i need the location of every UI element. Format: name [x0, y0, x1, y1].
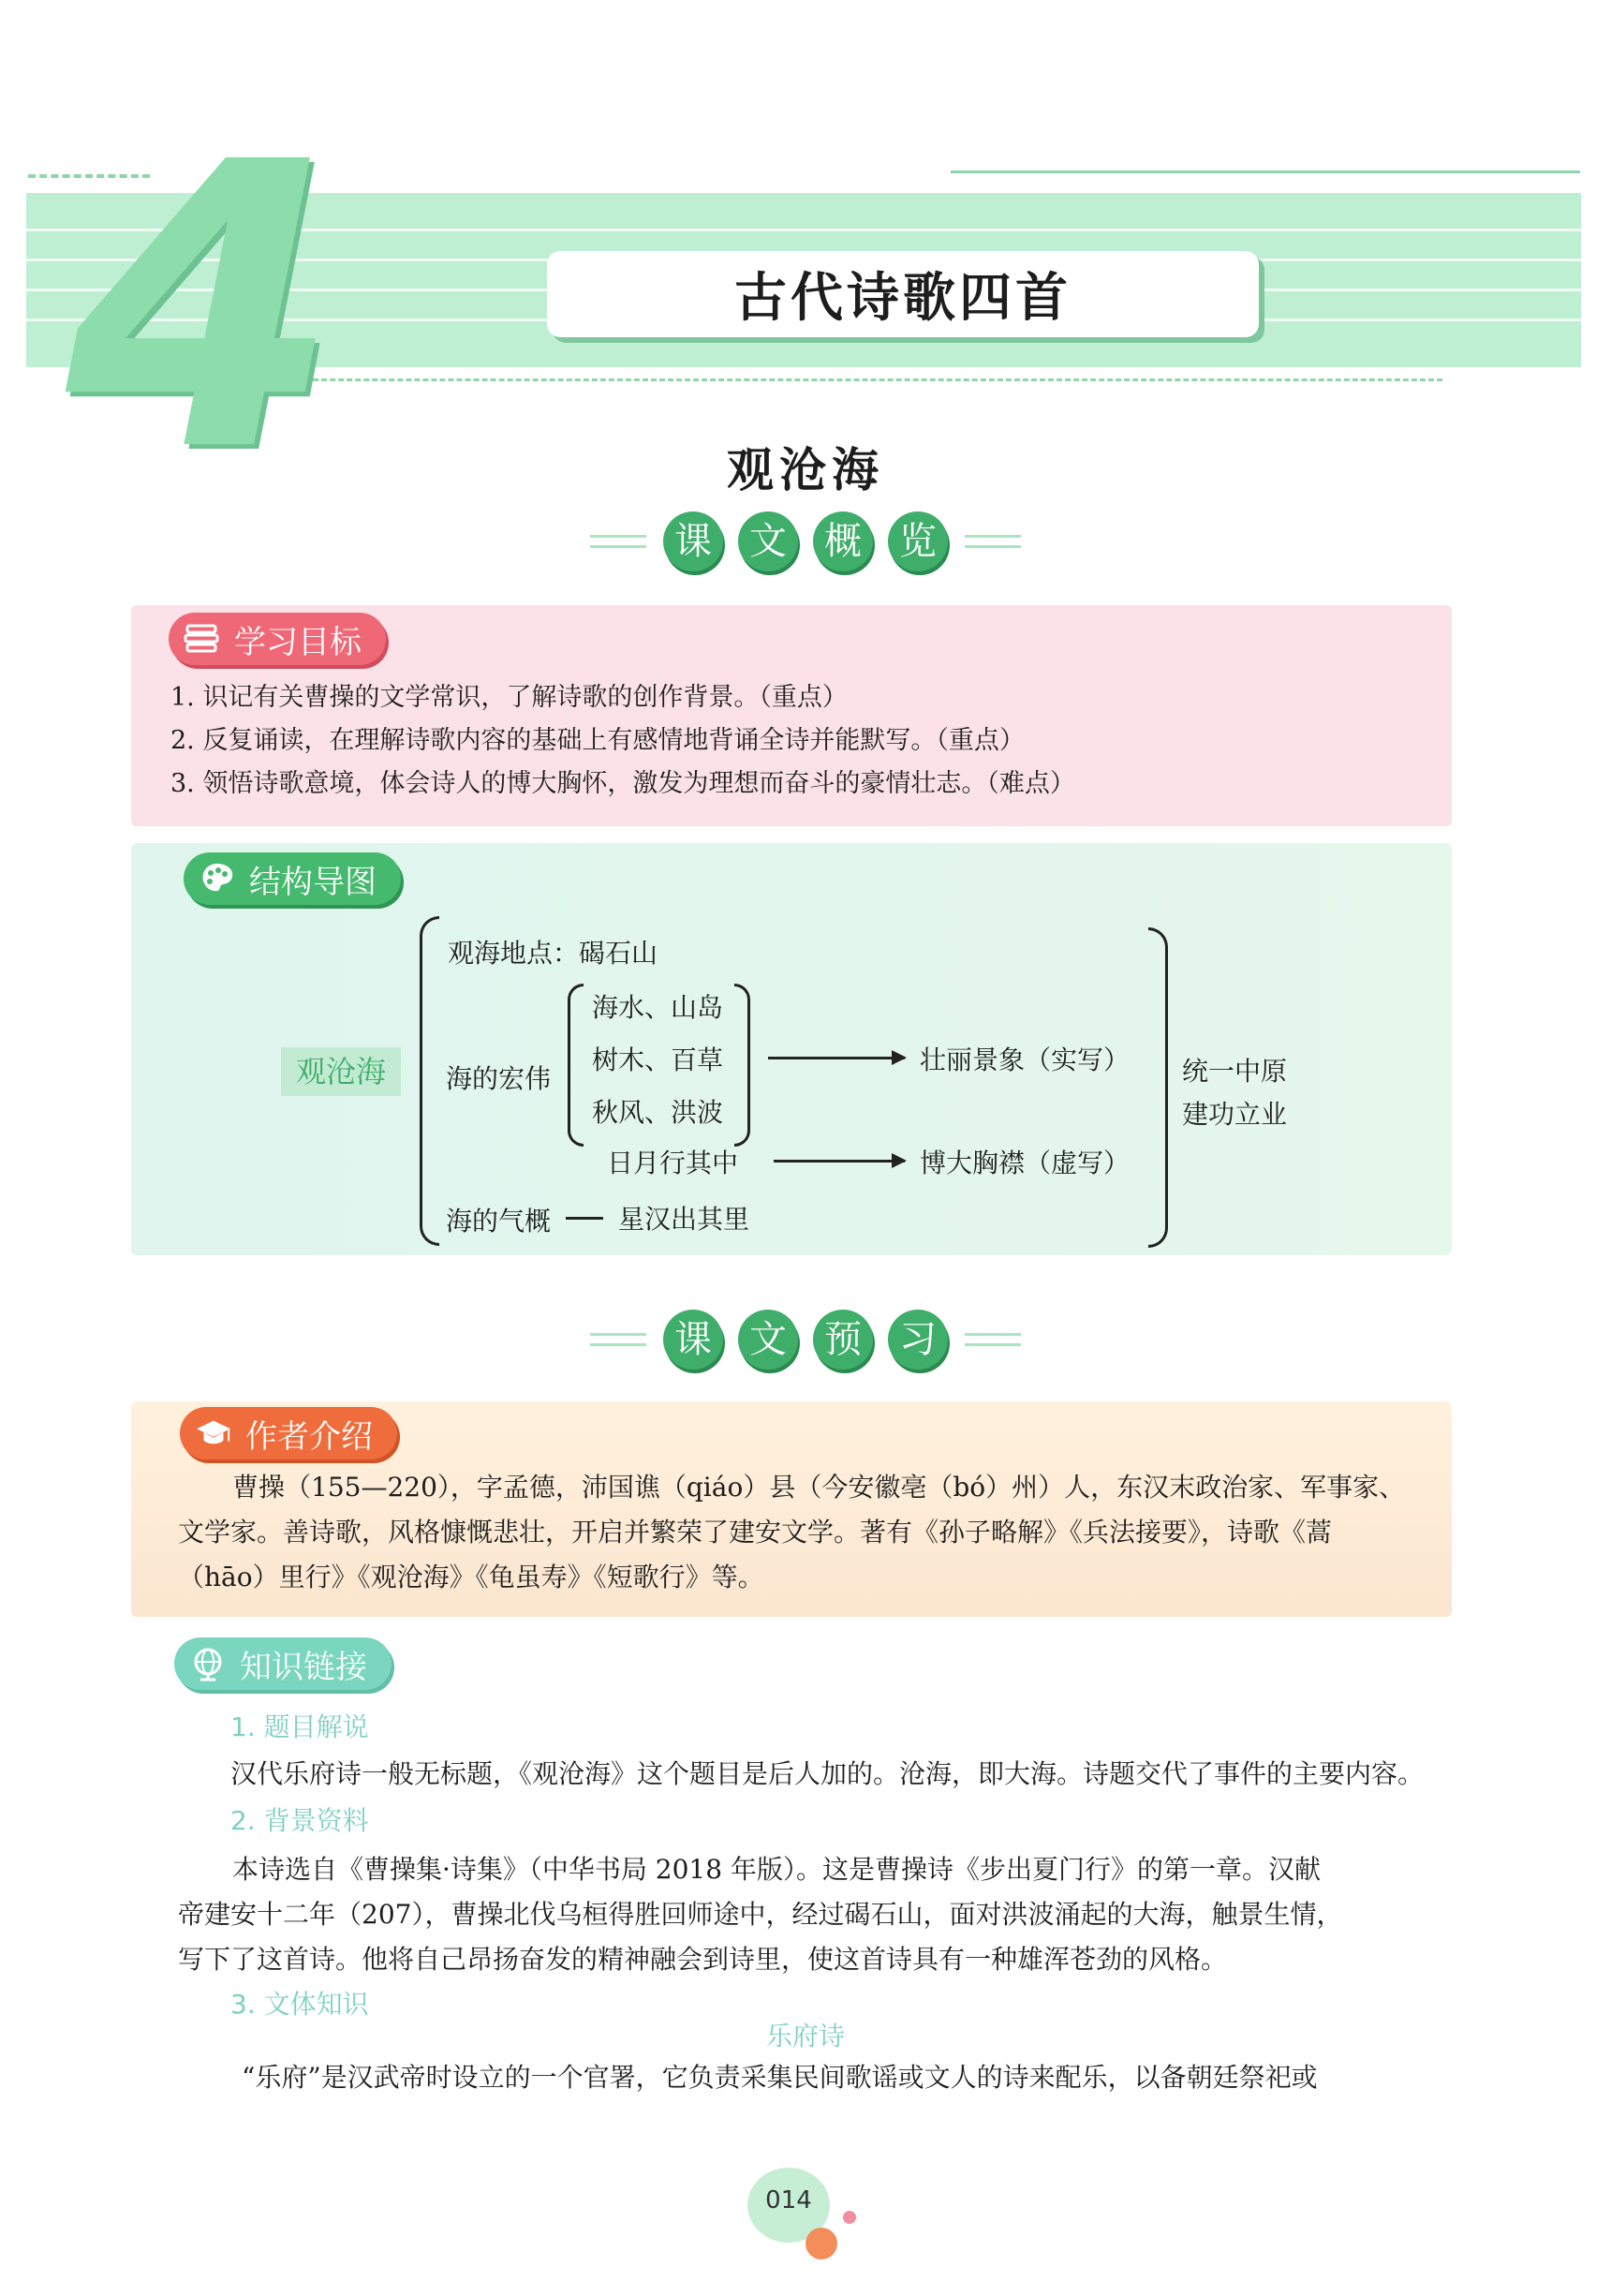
map-grand-item: 秋风、洪波	[592, 1097, 724, 1128]
goal-item: 3. 领悟诗歌意境，体会诗人的博大胸怀，激发为理想而奋斗的豪情壮志。（难点）	[170, 769, 1075, 798]
section-heading-overview	[0, 511, 1611, 571]
knowledge-text: 写下了这首诗。他将自己昂扬奋发的精神融会到诗里，使这首诗具有一种雄浑苍劲的风格。	[178, 1944, 1228, 1975]
heading-char: 概	[813, 511, 873, 571]
knowledge-text: 帝建安十二年（207），曹操北伐乌桓得胜回师途中，经过碣石山，面对洪波涌起的大海，触景生情，	[178, 1899, 1343, 1930]
map-scene: 壮丽景象（实写）	[920, 1044, 1131, 1075]
structure-label: 结构导图	[249, 863, 377, 901]
heading-char: 课	[663, 511, 723, 571]
author-line: （hāo）里行》《观沧海》《龟虽寿》《短歌行》等。	[178, 1562, 764, 1592]
map-brace-grand	[568, 984, 584, 1147]
unit-title: 古代诗歌四首	[734, 267, 1072, 329]
knowledge-label: 知识链接	[240, 1648, 367, 1686]
globe-icon	[189, 1645, 227, 1682]
palette-icon	[199, 860, 236, 897]
map-grand-item: 海水、山岛	[592, 992, 724, 1023]
heading-deco-right	[965, 535, 1021, 548]
map-sun-moon: 日月行其中	[607, 1148, 739, 1178]
section-heading-preview	[0, 1310, 1611, 1370]
map-conclusion: 统一中原	[1182, 1056, 1288, 1087]
author-label-pill	[180, 1407, 397, 1459]
map-grand-item: 树木、百草	[592, 1044, 724, 1075]
map-place: 观海地点：碣石山	[448, 938, 658, 969]
decor-dot	[806, 2228, 837, 2259]
knowledge-sub-title: 3. 文体知识	[230, 1989, 369, 2020]
author-label: 作者介绍	[245, 1417, 373, 1456]
map-brace-main	[420, 916, 439, 1246]
heading-char: 览	[888, 511, 948, 571]
structure-label-pill	[184, 852, 401, 905]
heading-char: 文	[738, 511, 798, 571]
decor-dot	[843, 2211, 856, 2224]
map-arrow-mind	[774, 1160, 905, 1163]
heading-deco-right	[965, 1333, 1021, 1346]
header-dash-bottom	[262, 378, 1442, 381]
knowledge-text: 本诗选自《曹操集·诗集》（中华书局 2018 年版）。这是曹操诗《步出夏门行》的第一章。汉献	[232, 1854, 1321, 1885]
knowledge-sub-title: 1. 题目解说	[230, 1711, 369, 1742]
map-grand: 海的宏伟	[446, 1063, 552, 1094]
goals-label-pill	[169, 613, 386, 665]
author-line: 文学家。善诗歌，风格慷慨悲壮，开启并繁荣了建安文学。著有《孙子略解》《兵法接要》，诗歌《蒿	[178, 1517, 1333, 1548]
map-conclusion: 建功立业	[1182, 1099, 1288, 1130]
heading-char: 习	[888, 1310, 948, 1370]
heading-deco-left	[590, 535, 646, 548]
author-line: 曹操（155—220），字孟德，沛国谯（qiáo）县（今安徽亳（bó）州）人，东汉末政治家、军事家、	[232, 1472, 1406, 1503]
map-dash	[566, 1217, 603, 1220]
map-mind: 博大胸襟（虚写）	[920, 1148, 1131, 1178]
map-brace-grand-right	[734, 984, 750, 1147]
heading-deco-left	[590, 1333, 646, 1346]
poem-title: 观沧海	[727, 442, 884, 497]
heading-char: 预	[813, 1310, 873, 1370]
knowledge-text: “乐府”是汉武帝时设立的一个官署，它负责采集民间歌谣或文人的诗来配乐，以备朝廷祭祀或	[242, 2062, 1318, 2093]
goals-label: 学习目标	[234, 623, 362, 661]
heading-char: 文	[738, 1310, 798, 1370]
goal-item: 1. 识记有关曹操的文学常识，了解诗歌的创作背景。（重点）	[170, 683, 848, 712]
header-rule-right	[951, 170, 1580, 173]
map-stars: 星汉出其里	[618, 1204, 750, 1235]
map-arrow-scene	[768, 1057, 905, 1059]
heading-char: 课	[663, 1310, 723, 1370]
knowledge-genre-title: 乐府诗	[765, 2021, 845, 2052]
knowledge-text: 汉代乐府诗一般无标题，《观沧海》这个题目是后人加的。沧海，即大海。诗题交代了事件的主要内容。	[230, 1758, 1425, 1789]
books-icon	[184, 620, 221, 658]
map-root: 观沧海	[281, 1047, 401, 1096]
map-brace-right	[1148, 927, 1168, 1248]
unit-title-box	[547, 251, 1259, 337]
knowledge-sub-title: 2. 背景资料	[230, 1805, 369, 1836]
goal-item: 2. 反复诵读，在理解诗歌内容的基础上有感情地背诵全诗并能默写。（重点）	[170, 726, 1025, 755]
page-number: 014	[765, 2186, 812, 2215]
knowledge-label-pill	[174, 1637, 392, 1690]
unit-number: 4	[66, 80, 340, 538]
map-spirit: 海的气概	[446, 1206, 552, 1237]
graduation-cap-icon	[195, 1415, 232, 1452]
